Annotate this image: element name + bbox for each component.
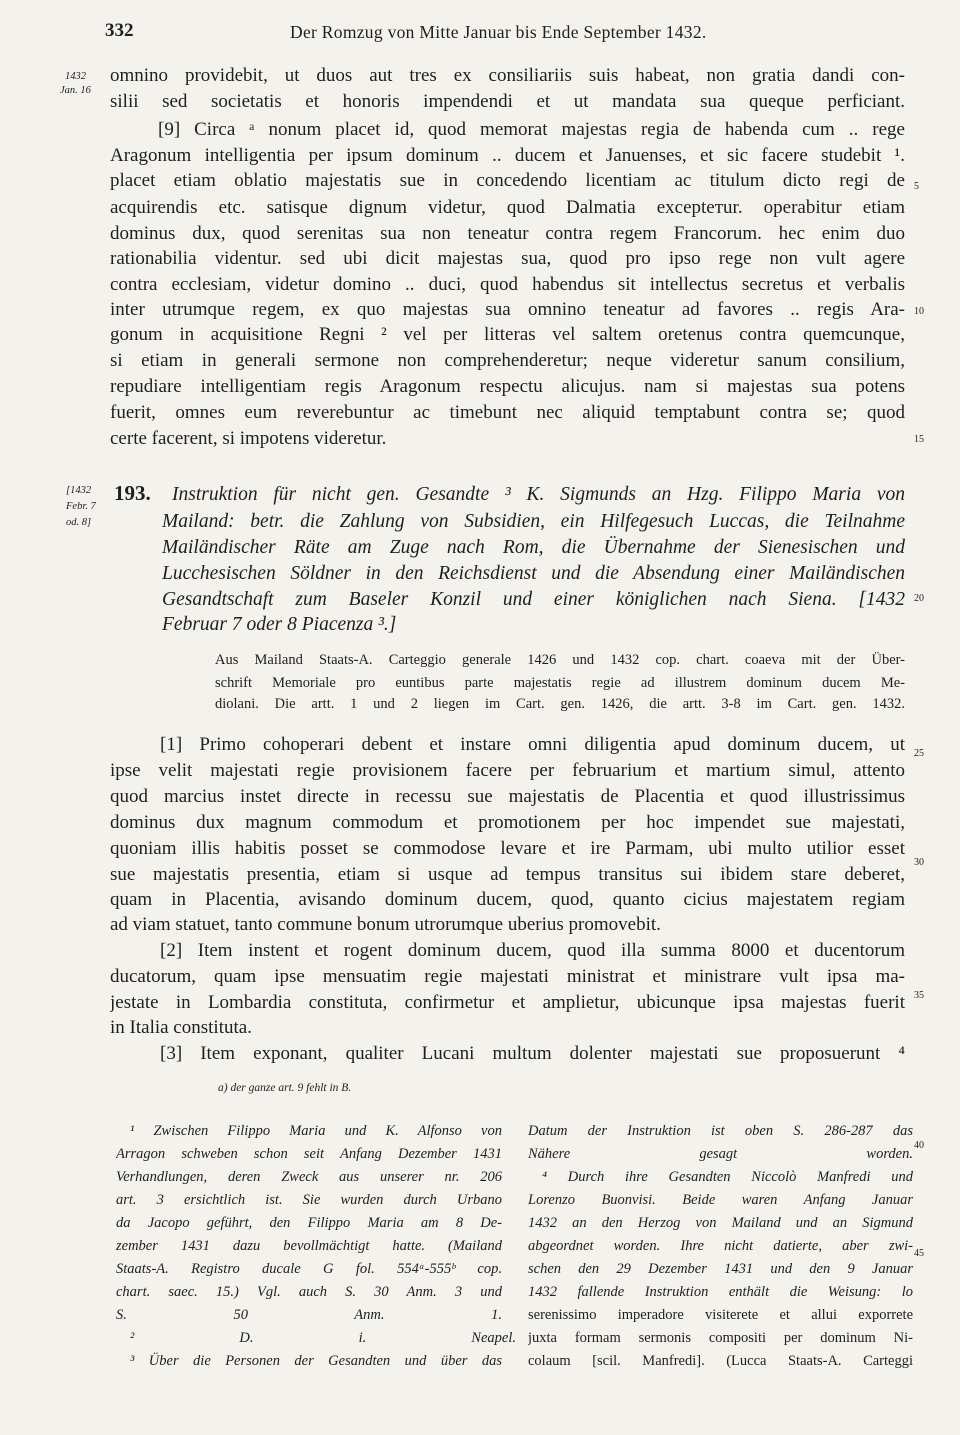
footnote-line: ⁴ Durch ihre Gesandten Niccolò Manfredi und: [542, 1169, 913, 1185]
footnote-line: juxta formam sermonis compositi per dominum Ni-: [528, 1330, 913, 1346]
document-title-line: Mailand: betr. die Zahlung von Subsidien, ein Hilfegesuch Luccas, die Teilnahme: [162, 511, 905, 532]
body-line: quod marcius instet directe in recessu sue majestatis de Placentia et quod illustrissimus: [110, 786, 905, 807]
footnote-line: da Jacopo geführt, den Filippo Maria am 8 De-: [116, 1215, 502, 1231]
line-number: 25: [914, 748, 924, 759]
margin-date-doc-month: Febr. 7: [66, 501, 96, 512]
text-line: placet etiam oblatio majestatis sue in concedendo licentiam ac titulum dicto regi de: [110, 170, 905, 191]
footnote-line: art. 3 ersichtlich ist. Sie wurden durch Urbano: [116, 1192, 502, 1208]
text-line: omnino providebit, ut duos aut tres ex consiliariis suis habeat, non gratia dandi con-: [110, 65, 905, 86]
footnote-line: abgeordnet worden. Ihre nicht datierte, aber zwi-: [528, 1238, 913, 1254]
text-line: rationabilia videntur. sed ubi dicit majestas sua, quod pro ipso rege non vult agere: [110, 248, 905, 269]
footnote-line: S. 50 Anm. 1.: [116, 1307, 502, 1323]
body-line: [1] Primo cohoperari debent et instare omni diligentia apud dominum ducem, ut: [160, 734, 905, 755]
margin-date-doc-day: od. 8]: [66, 517, 92, 528]
source-line: schrift Memoriale pro euntibus parte majestatis regie ad illustrem dominum ducem Me-: [215, 675, 905, 691]
margin-date-top-day: Jan. 16: [60, 85, 91, 96]
text-line: gonum in acquisitione Regni ² vel per litteras vel saltem oretenus contra quemcunque,: [110, 324, 905, 345]
line-number: 30: [914, 857, 924, 868]
footnote-line: ² D. i. Neapel.: [130, 1330, 516, 1346]
line-number: 15: [914, 434, 924, 445]
text-line: certe facerent, si impotens videretur.: [110, 428, 387, 449]
footnote-line: Lorenzo Buonvisi. Beide waren Anfang Januar: [528, 1192, 913, 1208]
footnote-line: ³ Über die Personen der Gesandten und über das: [130, 1353, 502, 1369]
text-line: si etiam in generali sermone non comprehenderetur; neque videretur sanum consilium,: [110, 350, 905, 371]
document-title-line: Gesandtschaft zum Baseler Konzil und einer königlichen nach Siena. [1432: [162, 589, 905, 610]
text-line: repudiare intelligentiam regis Aragonum respectu alicujus. nam si majestas sua potens: [110, 376, 905, 397]
footnote-line: Nähere gesagt worden.: [528, 1146, 913, 1162]
footnote-line: Datum der Instruktion ist oben S. 286-287 das: [528, 1123, 913, 1139]
footnote-line: serenissimo imperadore visiterete et allui exporrete: [528, 1307, 913, 1323]
footnote-line: ¹ Zwischen Filippo Maria und K. Alfonso von: [130, 1123, 502, 1139]
body-line: [3] Item exponant, qualiter Lucani multum dolenter majestati sue proposuerunt ⁴: [160, 1043, 905, 1064]
line-number: 10: [914, 306, 924, 317]
body-line: ipse velit majestati regie provisionem facere per februarium et martium simul, attento: [110, 760, 905, 781]
footnote-line: Verhandlungen, deren Zweck aus unserer nr. 206: [116, 1169, 502, 1185]
body-line: dominus dux magnum commodum et promotionem per hoc impendet sue majestati,: [110, 812, 905, 833]
body-line: sue majestatis presentia, etiam si usque ad tempus transitus sui ibidem stare deberet,: [110, 864, 905, 885]
source-line: Aus Mailand Staats-A. Carteggio generale 1426 und 1432 cop. chart. coaeva mit der Über-: [215, 652, 905, 668]
margin-date-doc-year: [1432: [66, 485, 92, 496]
margin-date-top-year: 1432: [65, 71, 86, 82]
body-line: quoniam illis habitis posset se commodose levare et ire Parmam, ubi multo utilior esset: [110, 838, 905, 859]
running-head: Der Romzug von Mitte Januar bis Ende September 1432.: [290, 22, 707, 42]
line-number: 45: [914, 1248, 924, 1259]
footnote-line: chart. saec. 15.) Vgl. auch S. 30 Anm. 3 und: [116, 1284, 502, 1300]
document-title-line: Mailändischer Räte am Zuge nach Rom, die Übernahme der Sienesischen und: [162, 537, 905, 558]
variant-note: a) der ganze art. 9 fehlt in B.: [218, 1082, 352, 1094]
footnote-line: colaum [scil. Manfredi]. (Lucca Staats-A. Carteggi: [528, 1353, 913, 1369]
footnote-line: Arragon schweben schon seit Anfang Dezember 1431: [116, 1146, 502, 1162]
footnote-line: Staats-A. Registro ducale G fol. 554ᵃ-555ᵇ cop.: [116, 1261, 502, 1277]
text-line: acquirendis etc. satisque dignum videtur, quod Dalmatia excepteтur. operabitur etiam: [110, 197, 905, 218]
text-line: Aragonum intelligentia per ipsum dominum .. ducem et Januenses, et sic facere studebit ¹.: [110, 145, 905, 166]
footnote-line: 1432 fallende Instruktion enthält die Weisung: lo: [528, 1284, 913, 1300]
footnote-line: zember 1431 dazu bevollmächtigt hatte. (Mailand: [116, 1238, 502, 1254]
footnote-line: 1432 an den Herzog von Mailand und an Sigmund: [528, 1215, 913, 1231]
body-line: quam in Placentia, avisando dominum ducem, quod, quanto cicius majestatem regiam: [110, 889, 905, 910]
text-line: inter utrumque regem, ex quo majestas sua omnino teneatur ad favores .. regis Ara-: [110, 299, 905, 320]
text-line: dominus dux, quod serenitas sua non teneatur contra regem Francorum. hec enim duo: [110, 223, 905, 244]
text-line: fuerit, omnes eum reverebuntur ac timebunt nec aliquid temptabunt contra se; quod: [110, 402, 905, 423]
footnote-line: schen den 29 Dezember 1431 und den 9 Januar: [528, 1261, 913, 1277]
line-number: 35: [914, 990, 924, 1001]
text-line: [9] Circa ᵃ nonum placet id, quod memorat majestas regia de habenda cum .. rege: [158, 119, 905, 140]
source-line: diolani. Die artt. 1 und 2 liegen im Cart. gen. 1426, die artt. 3-8 im Cart. gen. 1432.: [215, 696, 905, 712]
body-line: ducatorum, quam ipse mensuatim regie majestati ministrat et ministrare vult ipsa ma-: [110, 966, 905, 987]
document-title-line: Lucchesischen Söldner in den Reichsdienst und die Absendung einer Mailändischen: [162, 563, 905, 584]
body-line: in Italia constituta.: [110, 1017, 252, 1038]
body-line: [2] Item instent et rogent dominum ducem, quod illa summa 8000 et ducentorum: [160, 940, 905, 961]
text-line: contra ecclesiam, videtur domino .. duci, quod habendus sit intellectus secretus et verbalis: [110, 274, 905, 295]
body-line: jestate in Lombardia constituta, confirmetur et amplietur, ubicunque ipsa majestas fuerit: [110, 992, 905, 1013]
document-number: 193.: [114, 481, 151, 505]
body-line: ad viam statuet, tanto commune bonum utrorumque uberius promovebit.: [110, 914, 661, 935]
text-line: silii sed societatis et honoris impendendi et ut mandata sua queque perficiant.: [110, 91, 905, 112]
document-title-line: Februar 7 oder 8 Piacenza ³.]: [162, 614, 397, 635]
line-number: 40: [914, 1140, 924, 1151]
line-number: 5: [914, 181, 919, 192]
line-number: 20: [914, 593, 924, 604]
page-number: 332: [105, 20, 134, 41]
document-title-line: Instruktion für nicht gen. Gesandte ³ K. Sigmunds an Hzg. Filippo Maria von: [172, 484, 905, 505]
